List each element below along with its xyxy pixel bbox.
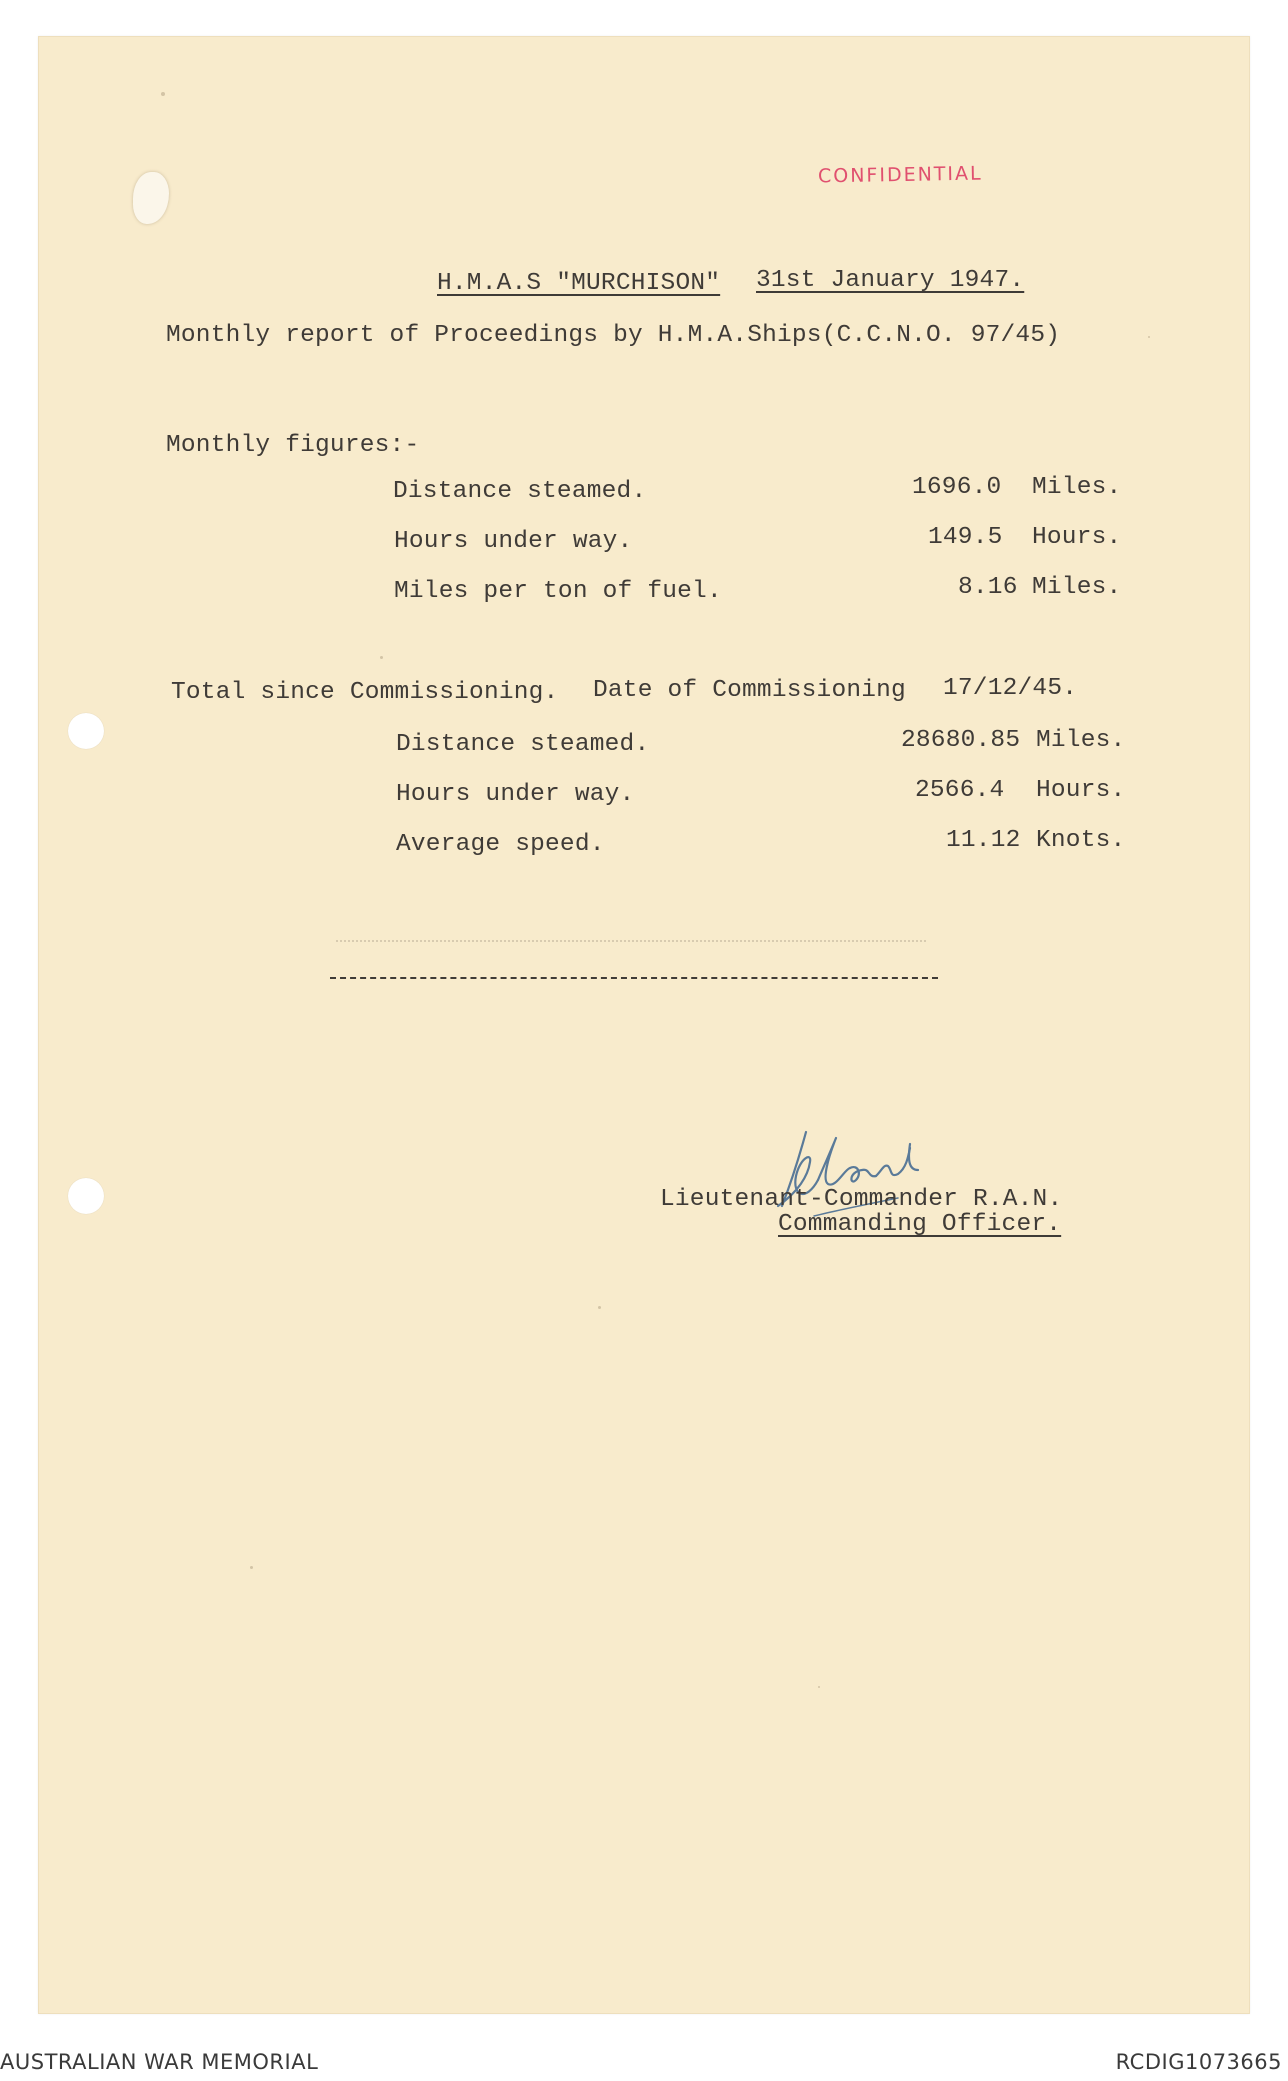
totals-row-label: Distance steamed. — [396, 731, 650, 758]
monthly-row-label: Distance steamed. — [393, 478, 647, 505]
monthly-row-label: Hours under way. — [394, 528, 633, 555]
paper-speck — [598, 1306, 601, 1309]
paper-tear — [133, 172, 169, 224]
dashed-separator — [330, 977, 938, 979]
report-date: 31st January 1947. — [756, 267, 1025, 294]
punch-hole — [68, 1178, 104, 1214]
totals-row-unit: Hours. — [1036, 777, 1126, 804]
totals-row-label: Hours under way. — [396, 781, 635, 808]
report-subtitle: Monthly report of Proceedings by H.M.A.Ships(C.C.N.O. 97/45) — [166, 322, 1061, 349]
paper-speck — [161, 92, 165, 96]
ship-name: H.M.A.S "MURCHISON" — [437, 270, 721, 297]
totals-row-value: 2566.4 — [915, 777, 1005, 804]
paper-speck — [818, 1686, 820, 1688]
commissioning-date: 17/12/45. — [943, 675, 1078, 702]
signatory-rank: Lieutenant-Commander R.A.N. — [660, 1186, 1063, 1213]
confidential-stamp: CONFIDENTIAL — [817, 162, 983, 188]
document-page — [38, 36, 1250, 2014]
totals-row-unit: Miles. — [1036, 727, 1126, 754]
totals-heading: Total since Commissioning. — [171, 679, 559, 706]
monthly-row-unit: Hours. — [1032, 524, 1122, 551]
monthly-heading: Monthly figures:- — [166, 432, 420, 459]
totals-row-unit: Knots. — [1036, 827, 1126, 854]
monthly-row-unit: Miles. — [1032, 574, 1122, 601]
monthly-row-value: 8.16 — [958, 574, 1018, 601]
paper-speck — [1148, 336, 1150, 338]
commissioning-label: Date of Commissioning — [593, 677, 906, 704]
signatory-title: Commanding Officer. — [778, 1211, 1062, 1238]
monthly-row-value: 149.5 — [928, 524, 1003, 551]
monthly-row-label: Miles per ton of fuel. — [394, 578, 722, 605]
punch-hole — [68, 713, 104, 749]
archive-reference: RCDIG1073665 — [1115, 2050, 1282, 2074]
monthly-row-value: 1696.0 — [912, 474, 1002, 501]
monthly-row-unit: Miles. — [1032, 474, 1122, 501]
archive-credit: AUSTRALIAN WAR MEMORIAL — [0, 2050, 319, 2074]
totals-row-label: Average speed. — [396, 831, 605, 858]
totals-row-value: 11.12 — [946, 827, 1021, 854]
totals-row-value: 28680.85 — [901, 727, 1021, 754]
dotted-separator — [336, 940, 926, 942]
paper-speck — [380, 656, 383, 659]
paper-speck — [250, 1566, 253, 1569]
